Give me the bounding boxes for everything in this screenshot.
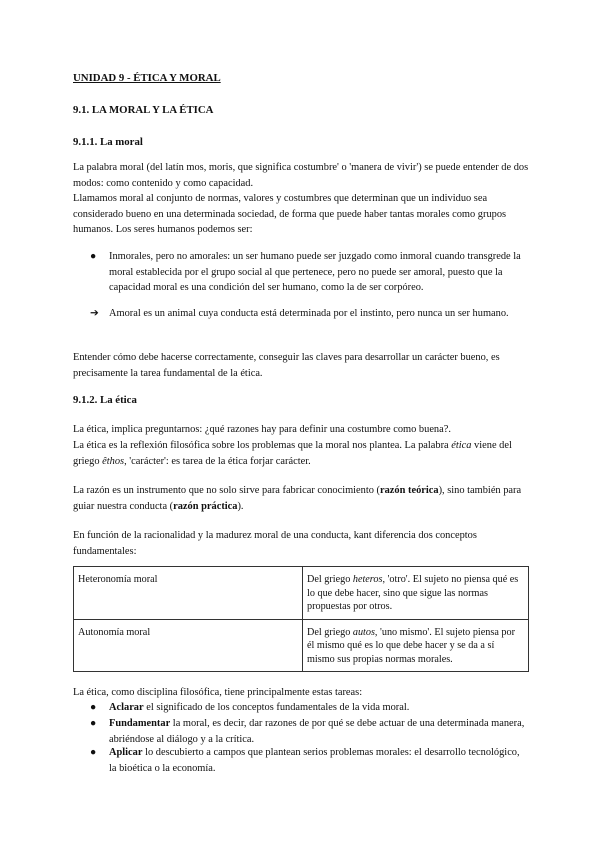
word-autos: autos [352, 626, 375, 638]
bullet-dot-icon: ● [90, 718, 97, 729]
list-item-text [109, 700, 529, 716]
table-cell-term: Heteronomía moral [74, 567, 303, 620]
text-run: , 'carácter': es tarea de la ética forjar carácter. [124, 455, 311, 467]
paragraph-etica-task: Entender cómo debe hacerse correctamente, conseguir las claves para desarrollar un carácter bueno, es precisamente la tarea fundamental de la ética. [73, 352, 500, 379]
term-razon-practica: razón práctica [173, 500, 238, 512]
word-heteros: heteros [352, 574, 383, 585]
paragraph-moral-norms: Llamamos moral al conjunto de normas, valores y costumbres que determinan que un individuo sea considerado bueno en una determinada sociedad, de forma que puede haber tantas morales como grupos humanos. Los seres humanos podemos ser: [73, 193, 507, 235]
text-run: la moral, es decir, dar razones de por qué se debe actuar de una determinada manera, abriéndose al diálogo y a la crítica. [109, 718, 525, 745]
paragraph-etica-question: La ética, implica preguntarnos: ¿qué razones hay para definir una costumbre como buena?. [73, 424, 451, 435]
table-row [74, 619, 529, 672]
task-verb: Aclarar [109, 702, 144, 713]
list-item-text [109, 745, 529, 776]
paragraph-kant: En función de la racionalidad y la madurez moral de una conducta, kant diferencia dos conceptos fundamentales: [73, 530, 477, 557]
table-cell-term: Autonomía moral [74, 619, 303, 672]
bullet-dot-icon: ● [90, 251, 97, 262]
table-cell-definition [303, 619, 529, 672]
text-run: Del griego [307, 574, 353, 585]
paragraph-tasks-intro: La ética, como disciplina filosófica, tiene principalmente estas tareas: [73, 687, 363, 698]
list-item-text [109, 716, 529, 747]
subsection-title-etica: 9.1.2. La ética [73, 394, 137, 406]
text-run: , 'uno mismo'. El sujeto piensa por él mismo qué es lo que debe hacer y se da a sí mismo sus propias normas morales. [307, 626, 515, 665]
section-title: 9.1. LA MORAL Y LA ÉTICA [73, 104, 214, 116]
list-item-text: Amoral es un animal cuya conducta está determinada por el instinto, pero nunca un ser humano. [109, 308, 509, 319]
text-run: viene del griego [73, 440, 512, 467]
subsection-title-moral: 9.1.1. La moral [73, 136, 143, 148]
text-run: el significado de los conceptos fundamentales de la vida moral. [143, 702, 410, 713]
text-run: Del griego [307, 626, 353, 638]
paragraph-moral-definition: La palabra moral (del latín mos, moris, que significa costumbre' o 'manera de vivir') se puede entender de dos modos: como contenido y como capacidad. [73, 162, 529, 189]
paragraph-etica-definition [73, 438, 533, 469]
table-row [74, 567, 529, 620]
text-run: ), sino también para guiar nuestra conducta ( [73, 485, 522, 512]
word-ethos: êthos [102, 455, 125, 467]
word-etica: ética [451, 440, 472, 451]
text-run: La ética es la reflexión filosófica sobre los problemas que la moral nos plantea. La palabra [73, 440, 452, 451]
task-verb: Aplicar [109, 747, 143, 758]
bullet-dot-icon: ● [90, 702, 97, 713]
concepts-table [73, 566, 529, 672]
bullet-dot-icon: ● [90, 747, 97, 758]
text-run: ). [237, 500, 244, 512]
text-run: , 'otro'. El sujeto no piensa qué es lo que debe hacer, sino que sigue las normas propuestas por otros. [307, 574, 519, 612]
arrow-right-icon: ➔ [90, 308, 99, 319]
table-cell-definition [303, 567, 529, 620]
list-item-text: Inmorales, pero no amorales: un ser humano puede ser juzgado como inmoral cuando transgrede la moral establecida por el grupo social al que pertenece, pero no puede ser amoral, puesto que la capacidad moral es una condición del ser humano, como la de ser corpóreo. [109, 251, 521, 293]
text-run: lo descubierto a campos que plantean serios problemas morales: el desarrollo tecnológico, la bioética o la economía. [109, 747, 520, 774]
term-razon-teorica: razón teórica [380, 485, 439, 496]
text-run: La razón es un instrumento que no solo sirve para fabricar conocimiento ( [73, 485, 380, 496]
paragraph-razon [73, 483, 533, 514]
unit-title: UNIDAD 9 - ÉTICA Y MORAL [73, 72, 221, 84]
task-verb: Fundamentar [109, 718, 171, 729]
